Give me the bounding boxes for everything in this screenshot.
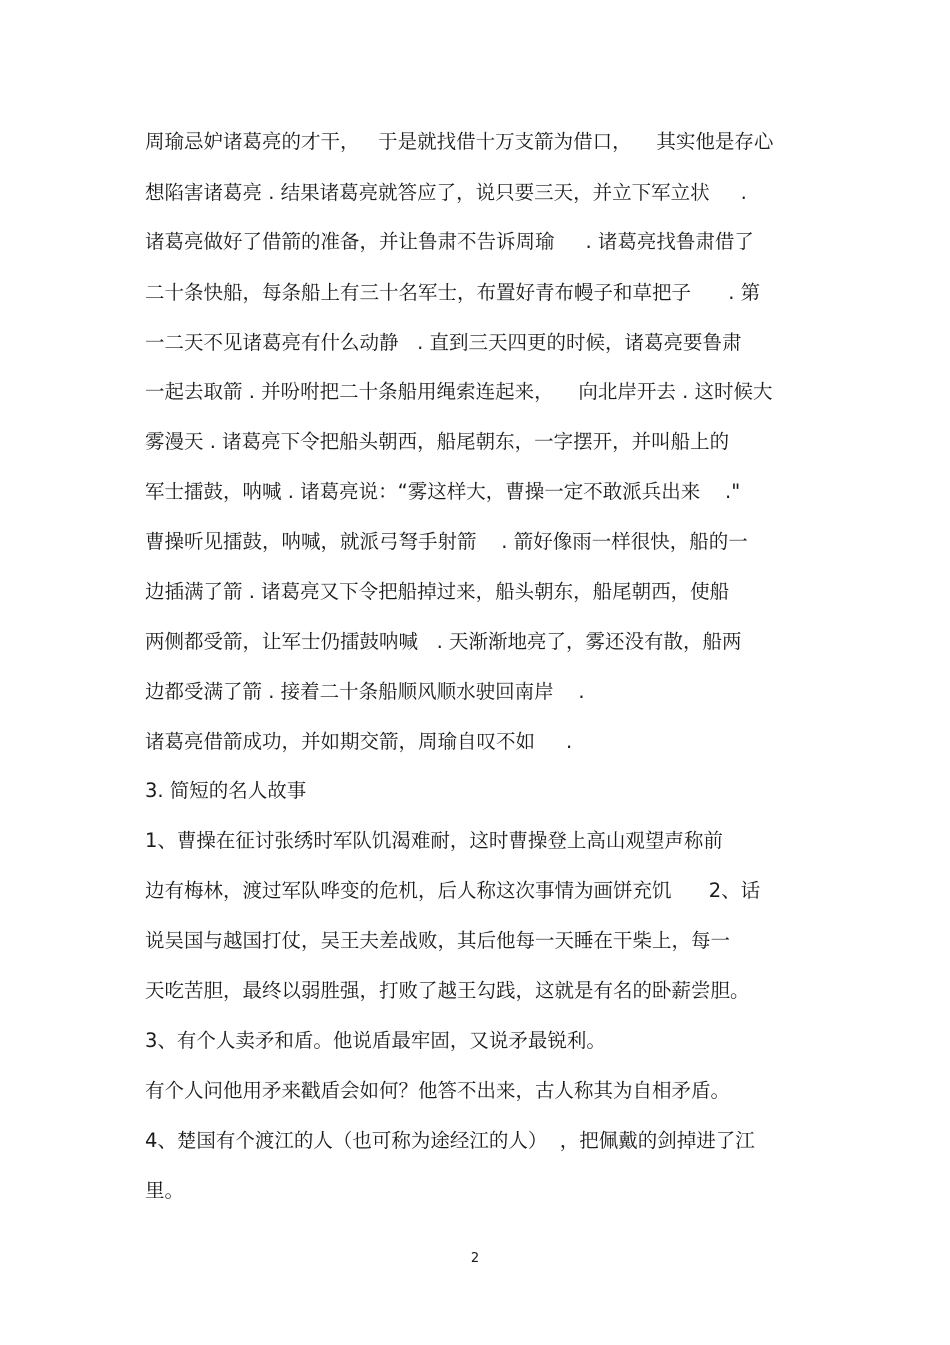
text-line: 边都受满了箭 . 接着二十条船顺风顺水驶回南岸 . [145,680,585,703]
text-line: 边插满了箭 . 诸葛亮又下令把船掉过来，船头朝东，船尾朝西，使船 [145,580,730,603]
text-line: 1、曹操在征讨张绣时军队饥渴难耐，这时曹操登上高山观望声称前 [145,829,723,852]
page-number: 2 [470,1251,480,1266]
text-line: 诸葛亮做好了借箭的准备，并让鲁肃不告诉周瑜 . 诸葛亮找鲁肃借了 [145,230,754,253]
section-heading: 3. 简短的名人故事 [145,779,307,802]
text-line: 二十条快船，每条船上有三十名军士，布置好青布幔子和草把子 . 第 [145,281,761,304]
text-line: 天吃苦胆，最终以弱胜强，打败了越王勾践，这就是有名的卧薪尝胆。 [145,979,750,1002]
text-line: 里。 [145,1179,185,1202]
text-line: 曹操听见擂鼓，呐喊，就派弓弩手射箭 . 箭好像雨一样很快，船的一 [145,530,748,553]
text-line: 有个人问他用矛来戳盾会如何？他答不出来，古人称其为自相矛盾。 [145,1079,731,1102]
text-line: 两侧都受箭，让军士仍擂鼓呐喊 . 天渐渐地亮了，雾还没有散，船两 [145,630,742,653]
text-line: 军士擂鼓，呐喊 . 诸葛亮说：“雾这样大，曹操一定不敢派兵出来 ." [145,480,741,503]
text-line: 边有梅林，渡过军队哗变的危机，后人称这次事情为画饼充饥 2、话 [145,879,761,902]
text-line: 3、有个人卖矛和盾。他说盾最牢固，又说矛最锐利。 [145,1029,606,1052]
text-line: 诸葛亮借箭成功，并如期交箭，周瑜自叹不如 . [145,730,573,753]
text-line: 说吴国与越国打仗，吴王夫差战败，其后他每一天睡在干柴上，每一 [145,929,731,952]
text-line: 雾漫天 . 诸葛亮下令把船头朝西，船尾朝东，一字摆开，并叫船上的 [145,430,730,453]
text-line: 一起去取箭 . 并吩咐把二十条船用绳索连起来， 向北岸开去 . 这时候大 [145,380,773,403]
text-line: 4、楚国有个渡江的人（也可称为途经江的人） ，把佩戴的剑掉进了江 [145,1129,755,1152]
text-line: 一二天不见诸葛亮有什么动静 . 直到三天四更的时候，诸葛亮要鲁肃 [145,331,742,354]
text-line: 想陷害诸葛亮 . 结果诸葛亮就答应了，说只要三天，并立下军立状 . [145,181,747,204]
text-line: 周瑜忌妒诸葛亮的才干， 于是就找借十万支箭为借口， 其实他是存心 [145,130,774,153]
